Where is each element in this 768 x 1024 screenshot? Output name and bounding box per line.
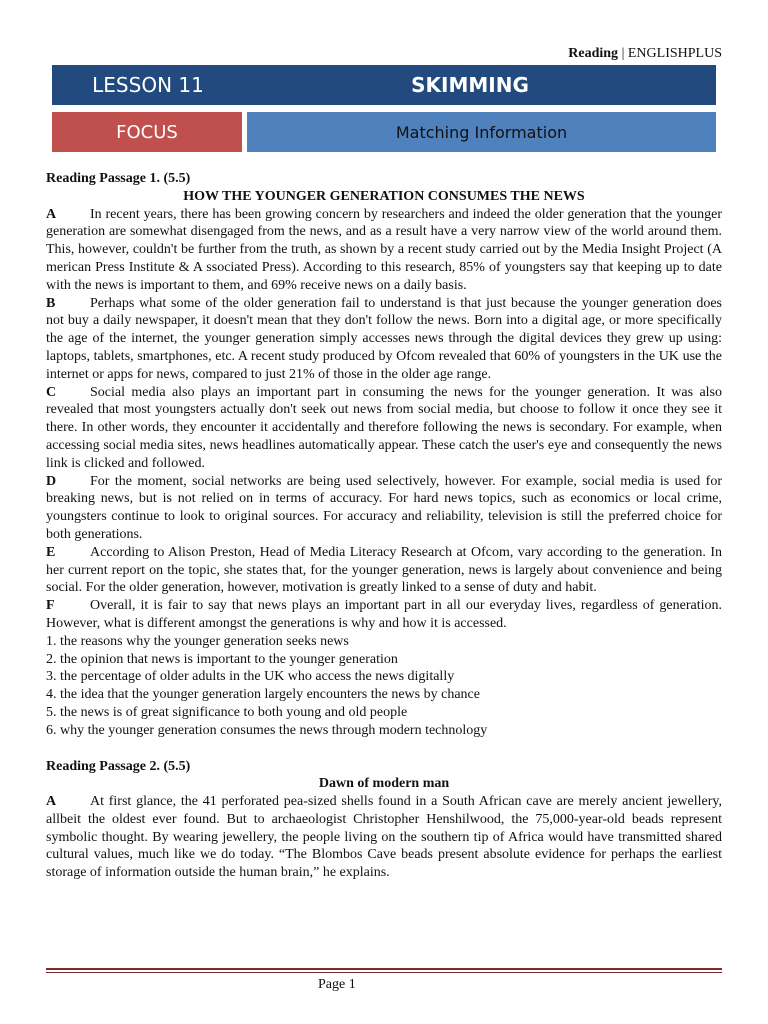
- passage1-paragraph-d: [46, 473, 722, 544]
- passage1-heading: Reading Passage 1. (5.5): [46, 171, 191, 186]
- passage2-title: Dawn of modern man: [318, 776, 450, 792]
- question-item: 4. the idea that the younger generation largely encounters the news by chance: [46, 687, 480, 703]
- paragraph-label: A: [46, 794, 57, 810]
- paragraph-text: Social media also plays an important part in consuming the news for the younger generation. It was also revealed that most youngsters actually don't seek out news from social media, but choose to follow it once they see it there. In other words, they encounter it accidentally and therefore following the news is secondary. For example, when accessing social media sites, news headlines automatically appear. These catch the user's eye and consequently the news link is clicked and followed.: [46, 384, 722, 471]
- passage1-paragraph-c: [46, 384, 722, 473]
- spacer: [46, 740, 722, 758]
- paragraph-label: A: [46, 206, 57, 222]
- paragraph-text: Overall, it is fair to say that news plays an important part in all our everyday lives, regardless of generation. However, what is different amongst the generations is why and how it is accessed.: [46, 598, 722, 631]
- paragraph-label: C: [46, 384, 57, 400]
- paragraph-label: F: [46, 598, 55, 614]
- passage2-heading: Reading Passage 2. (5.5): [46, 758, 191, 774]
- paragraph-text: For the moment, social networks are being used selectively, however. For example, social media is used for breaking news, but is not relied on in terms of accuracy. For hard news topics, such as economics or local crime, youngsters continue to look to original sources. For accuracy and reliability, television is still the preferred choice for both generations.: [46, 473, 722, 542]
- paragraph-label: B: [46, 295, 56, 311]
- footer-rule-thin: [46, 972, 722, 973]
- lesson-number: LESSON 11: [92, 73, 204, 97]
- question-item: 1. the reasons why the younger generation seeks news: [46, 633, 349, 649]
- passage1-title: HOW THE YOUNGER GENERATION CONSUMES THE NEWS: [183, 188, 585, 204]
- lesson-banner: [52, 65, 716, 105]
- header-brand: ENGLISHPLUS: [627, 46, 722, 61]
- page-header: [568, 46, 722, 62]
- paragraph-label: E: [46, 544, 56, 560]
- question-list: [46, 633, 722, 740]
- passage1-paragraph-e: [46, 544, 722, 597]
- paragraph-text: Perhaps what some of the older generation fail to understand is that just because the younger generation does not buy a daily newspaper, it doesn't mean that they don't follow the news. Born into a digital age, or more specifically the age of the internet, the younger generation simply accesses news through the digital devices they grew up using: laptops, tablets, smartphones, etc. A recent study produced by Ofcom revealed that 60% of youngsters in the UK use the internet or apps for news, compared to just 21% of those in the older age range.: [46, 295, 722, 382]
- focus-label: FOCUS: [52, 112, 242, 152]
- lesson-topic: SKIMMING: [411, 73, 529, 97]
- passage1-paragraph-b: [46, 295, 722, 384]
- question-item: 6. why the younger generation consumes the news through modern technology: [46, 722, 488, 738]
- question-item: 2. the opinion that news is important to the younger generation: [46, 651, 398, 667]
- question-item: 3. the percentage of older adults in the UK who access the news digitally: [46, 669, 455, 685]
- document-body: [46, 170, 722, 882]
- paragraph-label: D: [46, 473, 57, 489]
- paragraph-text: At first glance, the 41 perforated pea-sized shells found in a South African cave are merely ancient jewellery, allbeit the oldest ever found. But to archaeologist Christopher Henshilwood, the 75,000-year-old beads represent symbolic thought. By wearing jewellery, the people living on the southern tip of Africa would have transmitted shared cultural values, much like we do today. “The Blombos Cave beads present absolute evidence for perhaps the earliest storage of information outside the human brain,” he explains.: [46, 794, 722, 881]
- question-item: 5. the news is of great significance to both young and old people: [46, 704, 408, 720]
- paragraph-text: In recent years, there has been growing concern by researchers and indeed the older generation that the younger generation are somewhat disengaged from the news, and as a result have a very narrow view of the world around them. This, however, couldn't be further from the truth, as shown by a recent study carried out by the Media Insight Project (A merican Press Institute & A ssociated Press). According to this research, 85% of youngsters say that keeping up to date with the news is important to them, and 69% receive news on a daily basis.: [46, 206, 722, 293]
- focus-value: Matching Information: [247, 112, 716, 152]
- page-number: Page 1: [318, 977, 356, 992]
- passage1-paragraph-f: [46, 597, 722, 633]
- paragraph-text: According to Alison Preston, Head of Media Literacy Research at Ofcom, vary according to the generation. In her current report on the topic, she states that, for the younger generation, news is largely about convenience and being social. For the older generation, however, motivation is greatly linked to a sense of duty and habit.: [46, 544, 722, 596]
- header-reading: Reading: [568, 46, 619, 61]
- header-separator: |: [618, 46, 628, 61]
- passage1-paragraph-a: [46, 206, 722, 295]
- footer-rule: [46, 968, 722, 970]
- passage2-paragraph-a: [46, 793, 722, 882]
